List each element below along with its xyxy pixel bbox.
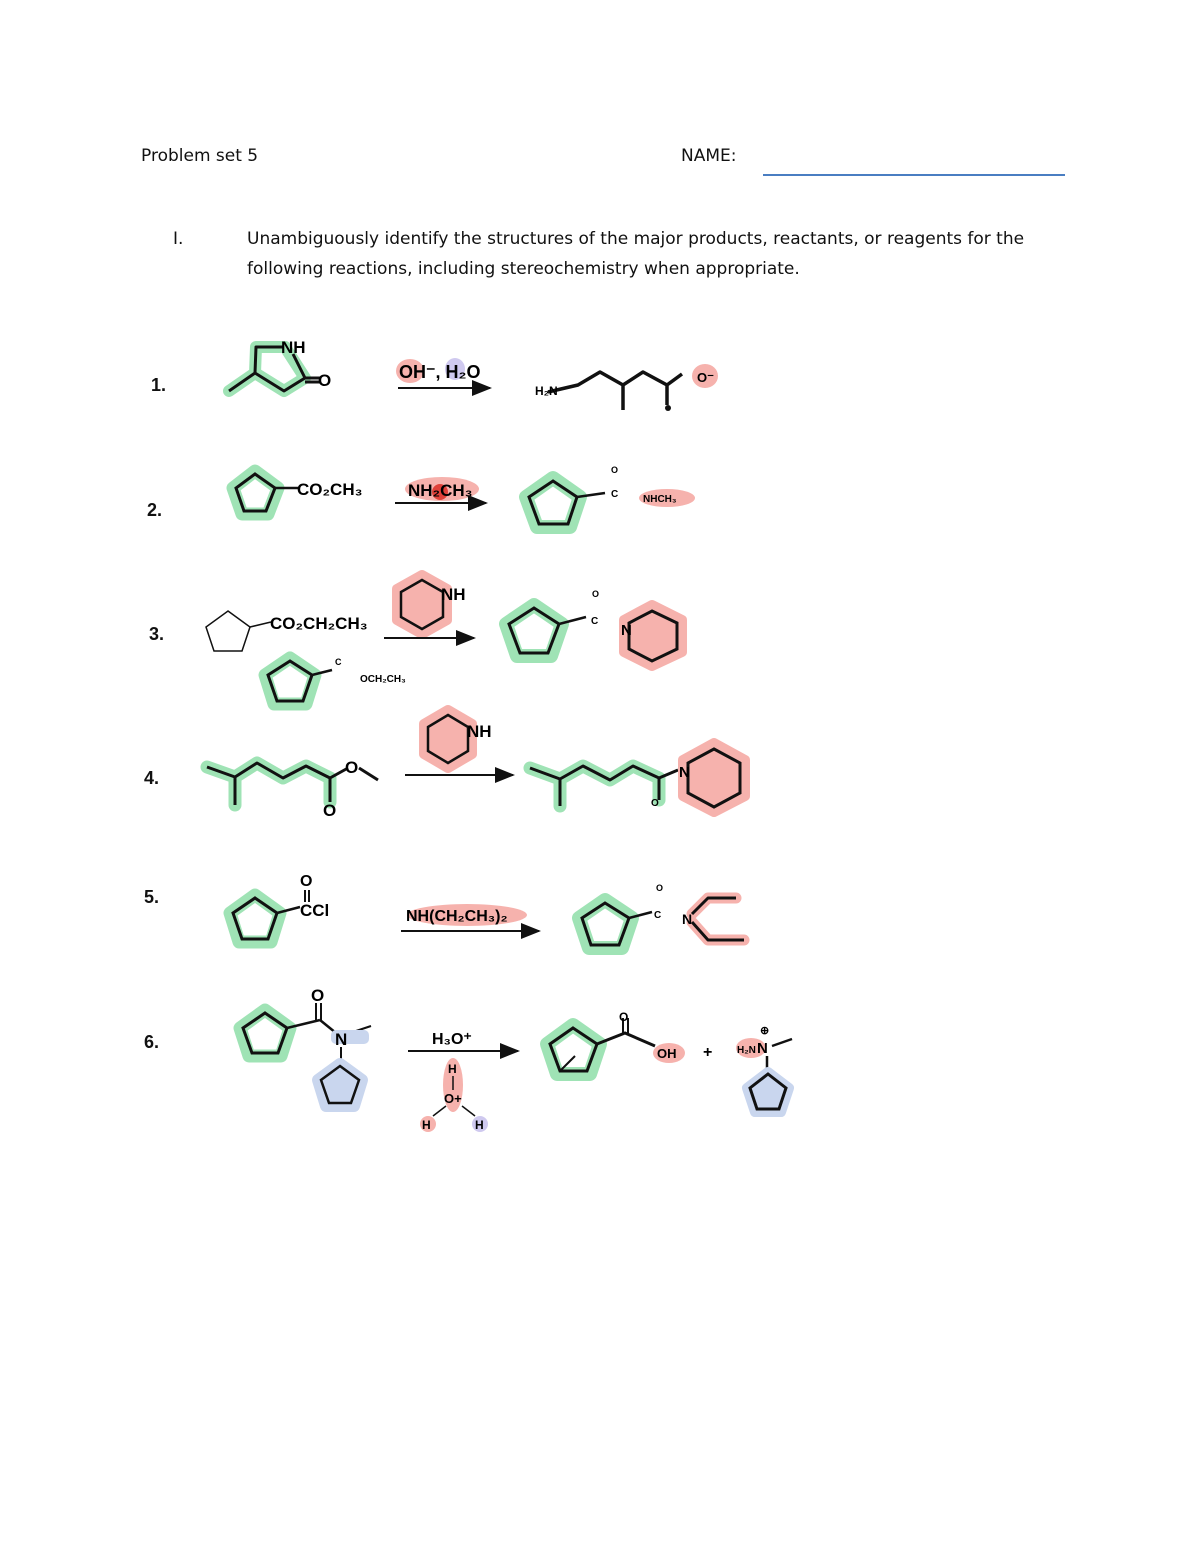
- ester-label: CO₂CH₃: [297, 480, 363, 499]
- instruction-line-2: following reactions, including stereochemistry when appropriate.: [247, 259, 800, 279]
- ester-4-o-bottom: O: [323, 801, 337, 820]
- plus-sign: +: [703, 1044, 713, 1061]
- problem-4-reaction: [207, 710, 745, 820]
- problem-number-1: 1.: [151, 375, 167, 395]
- problem-6-reaction: [240, 986, 792, 1132]
- amide-2-o-label: O: [611, 465, 619, 475]
- amide-3-c-label: C: [591, 616, 599, 627]
- amide-5-o-label: O: [656, 883, 664, 893]
- lactam-nh-label: NH: [281, 338, 306, 357]
- acid-oh-label: OH: [657, 1046, 677, 1061]
- amide-6-o-label: O: [311, 986, 325, 1005]
- reagent-5-label: NH(CH₂CH₃)₂: [406, 908, 508, 925]
- ammonium-h2n-label: H₂N: [737, 1045, 756, 1056]
- reagent-6-label: H₃O⁺: [432, 1031, 472, 1048]
- amide-5-n-label: N: [682, 911, 693, 927]
- hydronium-right-h: H: [475, 1118, 484, 1132]
- problem-number-6: 6.: [144, 1032, 160, 1052]
- ammonium-charge: ⊕: [760, 1025, 770, 1037]
- amide-4-o-label: O: [651, 798, 659, 809]
- problem-number-3: 3.: [149, 624, 165, 644]
- amide-3-o-label: O: [592, 589, 600, 599]
- carboxylate-label: O⁻: [697, 370, 714, 385]
- amide-4-n-label: N: [679, 764, 690, 781]
- instruction-line-1: Unambiguously identify the structures of the major products, reactants, or reagents for the: [247, 229, 1025, 249]
- reagent-1-label: OH⁻, H₂O: [399, 362, 481, 382]
- hydronium-top-h: H: [448, 1062, 457, 1076]
- amide-2-c-label: C: [611, 489, 619, 500]
- reagent-2-label: NH₂CH₃: [408, 481, 473, 500]
- name-label: NAME:: [681, 146, 737, 166]
- hydronium-o-label: O+: [444, 1091, 462, 1106]
- note-c-label: C: [335, 657, 342, 667]
- acid-chloride-o-label: O: [300, 873, 313, 890]
- lactam-o-label: O: [318, 371, 332, 390]
- problem-number-4: 4.: [144, 768, 160, 788]
- problem-set-title: Problem set 5: [141, 146, 259, 166]
- amide-6-n-label: N: [335, 1030, 348, 1049]
- acid-chloride-label: CCl: [300, 901, 330, 920]
- hydronium-left-h: H: [422, 1118, 431, 1132]
- problem-3-reaction: [206, 575, 682, 704]
- amide-3-n-label: N: [621, 622, 632, 639]
- piperidine-4-nh-label: NH: [467, 722, 492, 741]
- ammonium-n-label: N: [757, 1040, 768, 1057]
- amide-2-n-label: NHCH₃: [643, 494, 677, 505]
- note-ethoxy-label: OCH₂CH₃: [360, 674, 406, 685]
- problem-5-reaction: [230, 873, 744, 948]
- problem-1-reaction: [229, 338, 718, 411]
- amide-5-c-label: C: [654, 910, 662, 921]
- amine-h2n-label: H₂N: [535, 384, 558, 398]
- problem-number-2: 2.: [147, 500, 163, 520]
- piperidine-3-nh-label: NH: [441, 585, 466, 604]
- ester-4-o-top: O: [345, 758, 359, 777]
- problem-number-5: 5.: [144, 887, 160, 907]
- ethyl-ester-label: CO₂CH₂CH₃: [270, 614, 368, 633]
- section-numeral: I.: [173, 229, 184, 249]
- acid-6-o-label: O: [619, 1010, 629, 1024]
- problem-2-reaction: [233, 465, 695, 527]
